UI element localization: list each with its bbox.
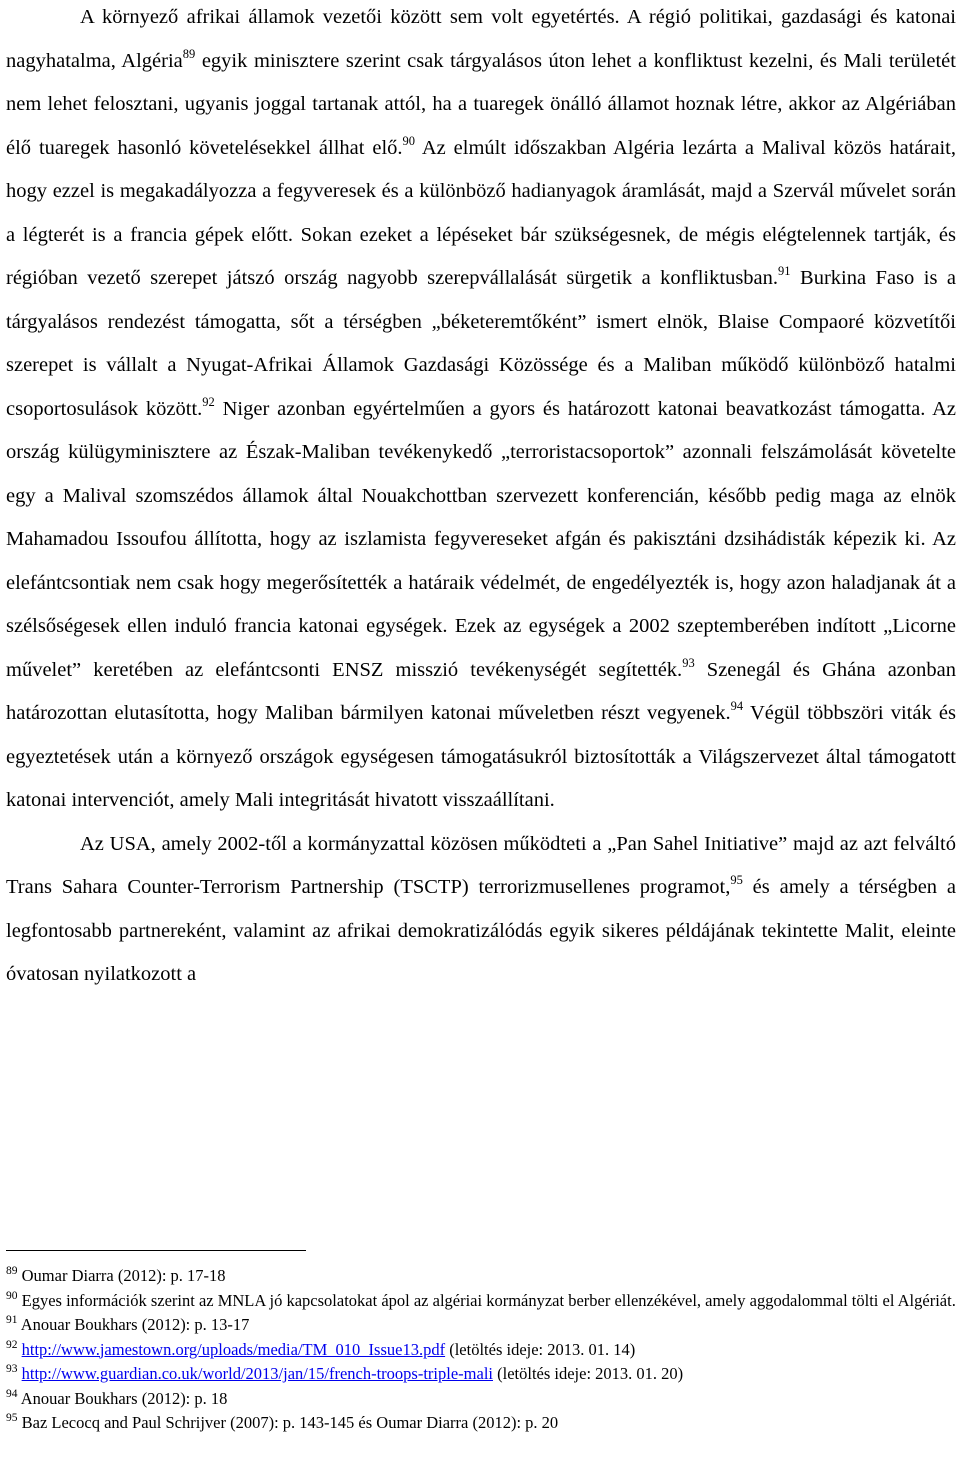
text-run: egyik minisztere szerint csak tárgyalásos úton lehet a konfliktust kezelni, és Mali területét nem lehet felosztani, ugyanis joggal tartanak attól, ha a tuaregek önálló államot hoznak létre, akkor az Algériában élő tuaregek hasonló követelésekkel állhat elő. <box>6 49 956 159</box>
footnote-separator <box>6 1250 306 1251</box>
text-run: és amely a térségben a legfontosabb partnereként, valamint az afrikai demokratizálódás egyik sikeres példájának tekintette Malit, eleinte óvatosan nyilatkozott a <box>6 876 956 985</box>
footnote <box>6 1411 956 1436</box>
text-run: Anouar Boukhars (2012): p. 18 <box>17 1388 228 1408</box>
text-run: A környező afrikai államok vezetői között sem volt egyetértés. A régió politikai, gazdasági és katonai nagyhatalma, Algéria <box>6 6 956 72</box>
footnote-number: 92 <box>6 1338 18 1351</box>
text-run: (letöltés ideje: 2013. 01. 20) <box>493 1364 684 1383</box>
footnote-reference: 94 <box>730 699 744 713</box>
footnote-link[interactable]: http://www.jamestown.org/uploads/media/TM_010_Issue13.pdf <box>21 1339 446 1359</box>
footnote <box>6 1289 956 1314</box>
footnote-number: 89 <box>6 1265 18 1277</box>
footnote-link[interactable]: http://www.guardian.co.uk/world/2013/jan/15/french-troops-triple-mali <box>21 1364 493 1383</box>
paragraph <box>6 0 956 823</box>
text-run: Anouar Boukhars (2012): p. 13-17 <box>17 1315 250 1334</box>
text-run: Niger azonban egyértelműen a gyors és határozott katonai beavatkozást támogatta. Az ország külügyminisztere az Észak-Maliban tevékenykedő „terroristacsoportok” azonnali felszámolását követelte egy a Malival szomszédos államok által Nouakchottban szervezett konferencián, később pedig maga az elnök Mahamadou Issoufou állította, hogy az iszlamista fegyvereseket afgán és pakisztáni dzsihádisták képezik ki. Az elefántcsontiak nem csak hogy megerősítették a határaik védelmét, de engedélyezték is, hogy azon haladjanak át a szélsőségesek ellen induló francia katonai egységek. Ezek az egységek a 2002 szeptemberében indított „Licorne művelet” keretében az elefántcsonti ENSZ misszió tevékenységét segítették. <box>6 397 956 681</box>
footnote-number: 90 <box>6 1289 18 1302</box>
text-run: Az USA, amely 2002-től a kormányzattal közösen működteti a „Pan Sahel Initiative” majd az azt felváltó Trans Sahara Counter-Terrorism Partnership (TSCTP) terrorizmusellenes programot, <box>6 832 956 898</box>
text-run: Végül többszöri viták és egyeztetések után a környező országok egységesen támogatásukról biztosították a Világszervezet által támogatott katonai intervenciót, amely Mali integritását hivatott visszaállítani. <box>6 702 956 811</box>
text-run: Egyes információk szerint az MNLA jó kapcsolatokat ápol az algériai kormányzat berber ellenzékével, amely aggodalommal tölti el Algériát. <box>17 1290 956 1310</box>
footnote-reference: 90 <box>402 133 416 148</box>
paragraph <box>6 823 956 997</box>
footnote-number: 93 <box>6 1363 18 1375</box>
footnote-reference: 89 <box>182 46 196 61</box>
footnote <box>6 1362 956 1387</box>
text-run: Baz Lecocq and Paul Schrijver (2007): p. 143-145 és Oumar Diarra (2012): p. 20 <box>17 1413 559 1432</box>
footnote-reference: 93 <box>682 655 695 670</box>
text-run: Szenegál és Ghána azonban határozottan elutasította, hogy Maliban bármilyen katonai műveletben részt vegyenek. <box>6 658 956 724</box>
footnote <box>6 1338 956 1363</box>
footnote <box>6 1387 956 1412</box>
footnote-number: 95 <box>6 1412 18 1424</box>
text-run: Burkina Faso is a tárgyalásos rendezést támogatta, sőt a térségben „béketeremtőként” ismert elnök, Blaise Compaoré közvetítői szerepet is vállalt a Nyugat-Afrikai Államok Gazdasági Közössége és a Maliban működő különböző hatalmi csoportosulások között. <box>6 267 957 420</box>
footnote <box>6 1313 956 1338</box>
footnote-number: 91 <box>6 1314 18 1326</box>
text-run: Az elmúlt időszakban Algéria lezárta a Malival közös határait, hogy ezzel is megakadályozza a fegyveresek és a különböző hadianyagok áramlását, majd a Szervál művelet során a légterét is a francia gépek előtt. Sokan ezeket a lépéseket bár szükségesnek, de mégis elégtelennek tartják, és régióban vezető szerepet játszó ország nagyobb szerepvállalását sürgetik a konfliktusban. <box>6 136 956 289</box>
text-run: Oumar Diarra (2012): p. 17-18 <box>17 1266 226 1285</box>
footnote-reference: 92 <box>202 394 215 409</box>
text-run: (letöltés ideje: 2013. 01. 14) <box>445 1339 636 1359</box>
footnote-number: 94 <box>6 1387 18 1400</box>
footnotes <box>6 1264 956 1436</box>
body-text <box>6 0 956 997</box>
footnote <box>6 1264 956 1289</box>
footnote-reference: 91 <box>778 264 791 278</box>
footnote-reference: 95 <box>730 873 743 887</box>
